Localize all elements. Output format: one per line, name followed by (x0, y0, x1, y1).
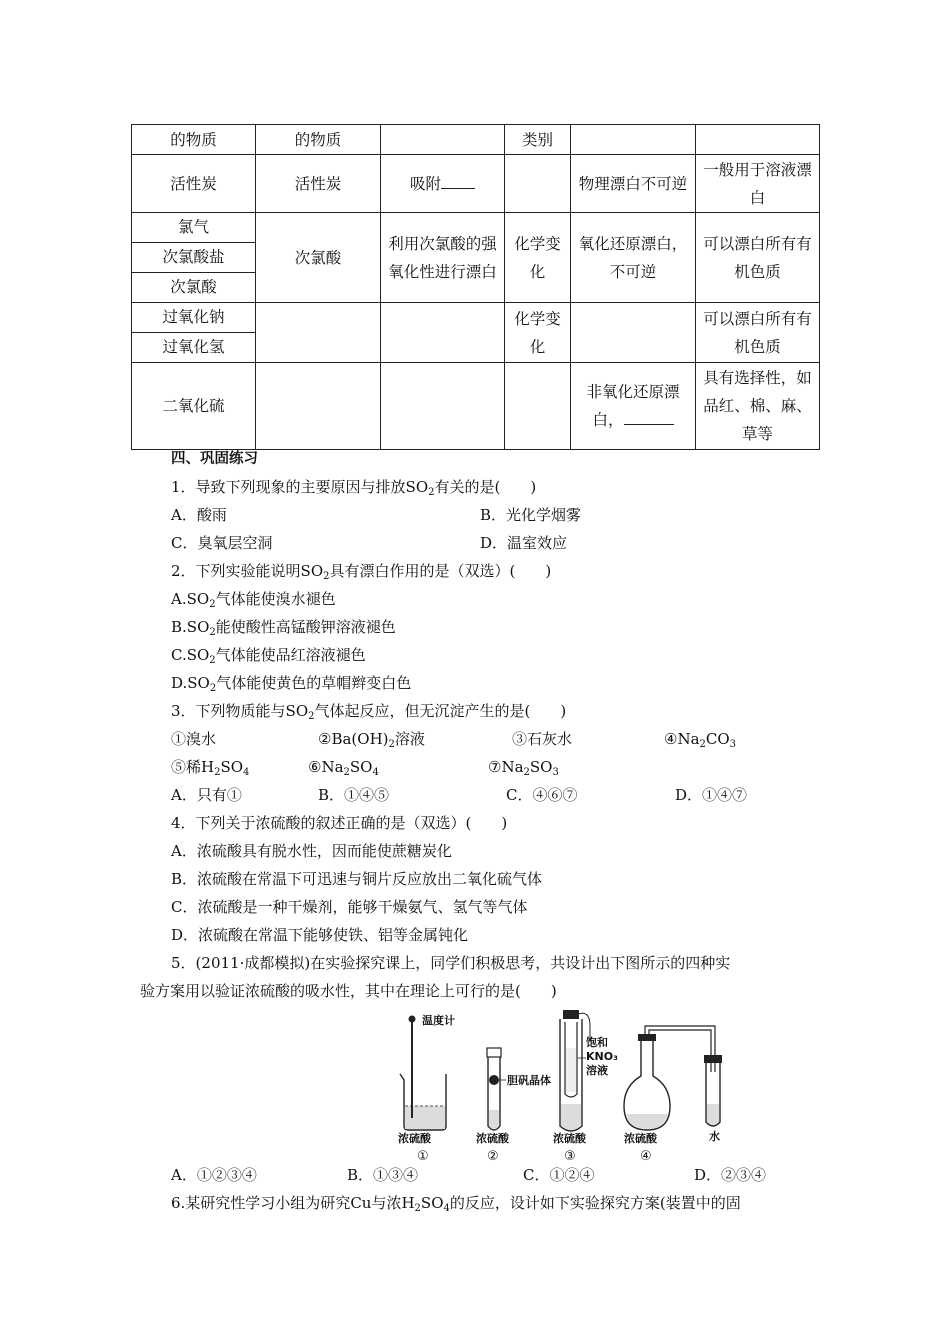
section-title: 四、巩固练习 (171, 451, 258, 467)
table-row (132, 363, 820, 450)
question-6-stem: 6.某研究性学习小组为研究Cu与浓$H_2SO_4$的反应，设计如下实验探究方案(装置中的固 (171, 1194, 741, 1214)
label-solution: 溶液 (586, 1064, 608, 1077)
label-number-3: ③ (564, 1149, 576, 1164)
table-cell (381, 155, 505, 213)
table-cell: 氧化还原漂白，不可逆 (571, 213, 696, 303)
q3-item-3: ③石灰水 (512, 730, 573, 748)
table-cell (696, 125, 820, 155)
q3-item-4: $④Na_2CO_3$ (664, 730, 737, 750)
crystal-icon (489, 1075, 499, 1085)
label-number-1: ① (417, 1149, 429, 1164)
q1-option-a: A．酸雨 (171, 506, 227, 524)
apparatus-diagram (390, 1008, 750, 1170)
table-cell: 化学变化 (505, 213, 571, 303)
q2-option-a: $A.SO_2$气体能使溴水褪色 (171, 590, 336, 610)
table-cell: 可以漂白所有有机色质 (696, 303, 820, 363)
test-tube-crystal-apparatus (476, 1048, 551, 1164)
question-2-stem: 2．下列实验能说明$SO_2$具有漂白作用的是（双选）( ) (171, 562, 552, 582)
label-kno3: KNO₃ (586, 1050, 618, 1063)
table-cell (381, 363, 505, 450)
table-cell: 活性炭 (256, 155, 381, 213)
q1-option-d: D．温室效应 (480, 534, 568, 552)
fill-blank (624, 410, 674, 425)
table-cell (505, 363, 571, 450)
label-number-4: ④ (640, 1149, 652, 1164)
label-thermometer: 温度计 (422, 1014, 455, 1027)
table-cell (571, 363, 696, 450)
table-row (132, 303, 820, 363)
label-acid-2: 浓硫酸 (476, 1132, 509, 1145)
q5-option-d: D．②③④ (694, 1166, 767, 1184)
label-water: 水 (709, 1130, 720, 1143)
table-row (132, 125, 820, 155)
label-acid-3: 浓硫酸 (553, 1132, 586, 1145)
table-cell (571, 303, 696, 363)
experiment-figure (390, 1008, 750, 1170)
table-cell: 可以漂白所有有机色质 (696, 213, 820, 303)
table-row (132, 213, 820, 303)
q4-option-c: C．浓硫酸是一种干燥剂，能够干燥氨气、氢气等气体 (171, 898, 528, 916)
table-cell: 一般用于溶液漂白 (696, 155, 820, 213)
substance-hydrogen-peroxide: 过氧化氢 (132, 332, 255, 362)
fill-blank (441, 174, 475, 189)
q3-item-6: $⑥Na_2SO_4$ (308, 758, 379, 778)
table-cell: 的物质 (132, 125, 256, 155)
label-saturated: 饱和 (586, 1036, 608, 1049)
table-row (132, 155, 820, 213)
cell-text: 吸附 (409, 174, 441, 193)
table-cell: 物理漂白不可逆 (571, 155, 696, 213)
flask-tube-apparatus (624, 1026, 722, 1164)
q4-option-d: D．浓硫酸在常温下能够使铁、铝等金属钝化 (171, 926, 469, 944)
table-cell (505, 155, 571, 213)
substance-sodium-peroxide: 过氧化钠 (162, 308, 225, 326)
table-cell (256, 303, 381, 363)
table-cell (132, 213, 256, 303)
table-cell (381, 303, 505, 363)
q5-option-c: C．①②④ (523, 1166, 595, 1184)
q3-item-1: ①溴水 (171, 730, 217, 748)
q2-option-b: $B.SO_2$能使酸性高锰酸钾溶液褪色 (171, 618, 396, 638)
table-cell: 具有选择性，如品红、棉、麻、草等 (696, 363, 820, 450)
label-acid-4: 浓硫酸 (624, 1132, 657, 1145)
q1-option-c: C．臭氧层空洞 (171, 534, 273, 552)
question-5-stem-line2: 验方案用以验证浓硫酸的吸水性，其中在理论上可行的是( ) (140, 982, 557, 1000)
beaker-thermometer-apparatus (398, 1013, 455, 1164)
table-cell: 利用次氯酸的强氧化性进行漂白 (381, 213, 505, 303)
q3-option-a: A．只有① (171, 786, 242, 804)
table-cell: 类别 (505, 125, 571, 155)
q3-item-2: $②Ba(OH)_2$溶液 (318, 730, 425, 750)
table-cell: 次氯酸 (256, 213, 381, 303)
label-acid-1: 浓硫酸 (398, 1132, 431, 1145)
q3-item-7: $⑦Na_2SO_3$ (488, 758, 559, 778)
substance-hypochlorite: 次氯酸盐 (132, 242, 255, 272)
table-cell (256, 363, 381, 450)
q2-option-d: $D.SO_2$气体能使黄色的草帽辫变白色 (171, 674, 412, 694)
cell-text: 非氧化还原漂白， (586, 383, 680, 429)
q5-option-a: A．①②③④ (171, 1166, 257, 1184)
substance-hypochlorous-acid: 次氯酸 (132, 272, 255, 302)
substance-chlorine: 氯气 (177, 218, 209, 236)
q1-option-b: B．光化学烟雾 (480, 506, 582, 524)
label-crystal: 胆矾晶体 (507, 1074, 551, 1087)
q3-option-d: D．①④⑦ (675, 786, 748, 804)
question-4-stem: 4．下列关于浓硫酸的叙述正确的是（双选）( ) (171, 814, 508, 832)
q4-option-b: B．浓硫酸在常温下可迅速与铜片反应放出二氧化硫气体 (171, 870, 543, 888)
question-1-stem: 1．导致下列现象的主要原因与排放$SO_2$有关的是( ) (171, 478, 537, 498)
table-cell: 的物质 (256, 125, 381, 155)
connecting-pipe (645, 1026, 715, 1072)
q4-option-a: A．浓硫酸具有脱水性，因而能使蔗糖炭化 (171, 842, 452, 860)
q2-option-c: $C.SO_2$气体能使品红溶液褪色 (171, 646, 366, 666)
label-number-2: ② (487, 1149, 499, 1164)
table-cell: 化学变化 (505, 303, 571, 363)
q3-option-b: B．①④⑤ (318, 786, 390, 804)
table-cell (132, 303, 256, 363)
q5-option-b: B．①③④ (347, 1166, 419, 1184)
question-5-stem-line1: 5．(2011·成都模拟)在实验探究课上，同学们积极思考，共设计出下图所示的四种实 (171, 954, 731, 972)
nested-tube-apparatus (553, 1010, 618, 1164)
table-cell: 活性炭 (132, 155, 256, 213)
table-cell (571, 125, 696, 155)
bleaching-comparison-table (131, 124, 820, 450)
q3-option-c: C．④⑥⑦ (506, 786, 578, 804)
table-cell (381, 125, 505, 155)
q3-item-5: ⑤稀$H_2SO_4$ (171, 758, 250, 778)
question-3-stem: 3．下列物质能与$SO_2$气体起反应，但无沉淀产生的是( ) (171, 702, 567, 722)
table-cell: 二氧化硫 (132, 363, 256, 450)
